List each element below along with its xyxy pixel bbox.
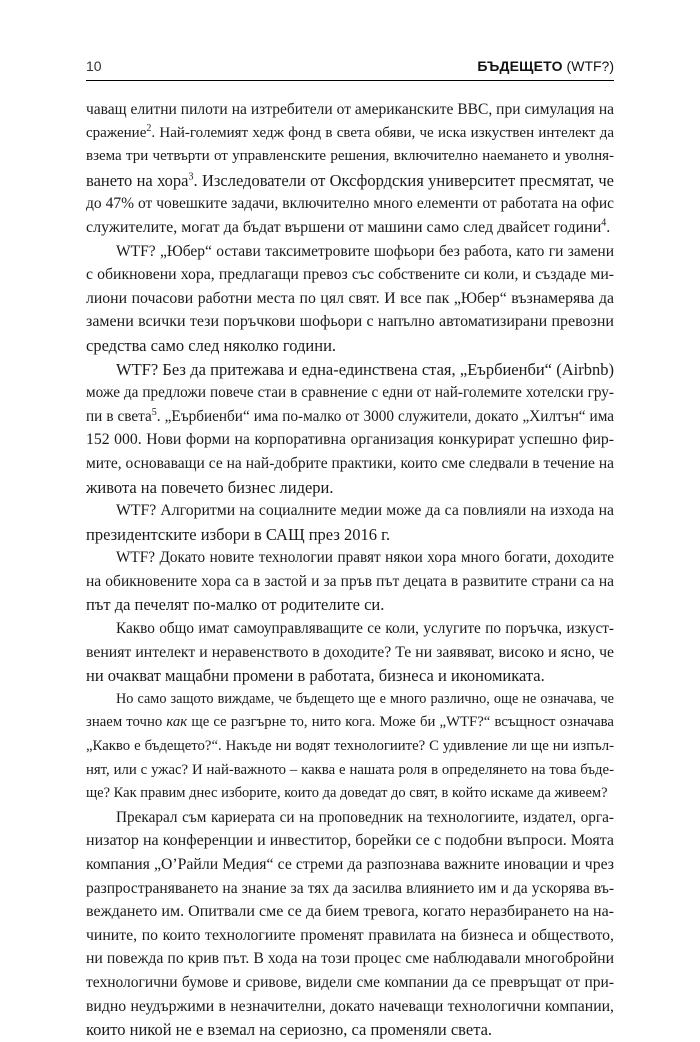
footnote-ref: 3 [188, 171, 194, 183]
text-line: служителите, могат да бъдат вършени от машини само след двайсет години$^4$. [86, 217, 611, 236]
footnote-ref: 5 [151, 406, 157, 418]
text-line: път да печелят по-малко от родителите си. [86, 595, 385, 615]
text-line: знаем точно как ще се разгърне то, нито кога. Може би „WTF?“ всъщност означава [86, 714, 614, 731]
paragraph-first-line: Какво общо имат самоуправляващите се коли, услугите по поръчка, изкуст- [116, 620, 614, 638]
text-line: мите, основаващи се на най-добрите практики, които сме следвали в течение на [86, 454, 614, 472]
paragraph-first-line: Прекарал съм кариерата си на проповедник на технологиите, издател, орга- [116, 808, 614, 826]
text-line: нят, или с ужас? И най-важното – каква е нашата роля в определянето на това бъде- [86, 761, 614, 778]
text-line: разпространяването на знание за тях да засилва влиянието им и да ускорява въ- [86, 879, 614, 897]
text-line: „Какво е бъдещето?“. Накъде ни водят технологиите? С удивление ли ще ни изпъл- [86, 738, 614, 755]
text-line: ни повежда по крив път. В хода на този процес сме наблюдавали многобройни [86, 950, 614, 968]
text-line: низатор на конференции и инвеститор, борейки се с подобни въпроси. Моята [86, 832, 614, 850]
text-line: средства само след няколко години. [86, 335, 337, 355]
text-line: лиони почасови работни места по цял свят. И все пак „Юбер“ възнамерява да [86, 289, 614, 307]
text-line: пи в света$^5$. „Еърбиенби“ има по-малко от 3000 служители, докато „Хилтън“ има [86, 406, 615, 425]
footnote-ref: 4 [601, 217, 607, 229]
text-line: сражение$^2$. Най-големият хедж фонд в света обяви, че иска изкуствен интелект да [86, 122, 614, 141]
text-line: видно неудържими в незначителни, докато начеващи технологични компании, [86, 997, 614, 1015]
paragraph-first-line: Но само защото виждаме, че бъдещето ще е много различно, още не означава, че [116, 690, 614, 707]
text-line: до 47% от човешките задачи, включително много елементи от работата на офис [86, 195, 614, 213]
paragraph-first-line: WTF? „Юбер“ остави таксиметровите шофьори без работа, като ги замени [116, 242, 614, 260]
running-title-subtitle: (WTF?) [562, 58, 614, 74]
text-line: веждането им. Опитвали сме се да бием тревога, когато неразбирането на на- [86, 903, 614, 921]
text-line: чините, по които технологиите променят правилата на бизнеса и обществото, [86, 926, 614, 944]
text-line: 152 000. Нови форми на корпоративна организация конкурират успешно фир- [86, 431, 614, 449]
text-line: които никой не е вземал на сериозно, са променяли света. [86, 1020, 493, 1040]
text-line: президентските избори в САЩ през 2016 г. [86, 524, 391, 544]
text-line: ще? Как правим днес изборите, които да доведат до свят, в който искаме да живеем? [86, 785, 608, 802]
text-line: технологични бумове и сривове, видели сме компании да се превръщат от при- [86, 973, 614, 991]
text-line: компания „О’Райли Медия“ се стреми да разпознава важните иновации и чрез [86, 856, 614, 873]
text-line: взема три четвърти от управленските решения, включително наемането и уволня- [86, 148, 614, 165]
paragraph-first-line: WTF? Докато новите технологии правят някои хора много богати, доходите [116, 549, 614, 567]
running-title [477, 58, 614, 74]
emphasis-text: как [166, 714, 188, 731]
text-line: може да предложи повече стаи в сравнение с едни от най-големите хотелски гру- [86, 384, 614, 402]
text-line: ването на хора$^3$. Изследователи от Оксфордския университет пресмятат, че [86, 170, 614, 190]
text-line: ни очакват мащабни промени в работата, бизнеса и икономиката. [86, 666, 545, 686]
text-line: на обикновените хора са в застой и за пръв път децата в развитите страни са на [86, 572, 614, 590]
footnote-ref: 2 [146, 122, 152, 134]
running-title-bold: БЪДЕЩЕТО [477, 58, 563, 74]
body-text [86, 98, 614, 1042]
paragraph-first-line: WTF? Без да притежава и една-единствена стая, „Еърбиенби“ (Airbnb) [116, 359, 614, 379]
text-line: замени всички тези поръчкови шофьори с напълно автоматизирани превозни [86, 313, 614, 331]
page-number: 10 [86, 58, 102, 74]
text-line: живота на повечето бизнес лидери. [86, 477, 334, 497]
text-line: веният интелект и неравенството в доходите? Те ни заявяват, високо и ясно, че [86, 643, 614, 661]
text-line: с обикновени хора, предлагащи превоз със собствените си коли, и създаде ми- [86, 266, 614, 284]
running-header [86, 58, 614, 81]
paragraph-first-line: WTF? Алгоритми на социалните медии може да са повлияли на изхода на [116, 502, 614, 520]
text-line: чаващ елитни пилоти на изтребители от американските ВВС, при симулация на [86, 101, 614, 118]
